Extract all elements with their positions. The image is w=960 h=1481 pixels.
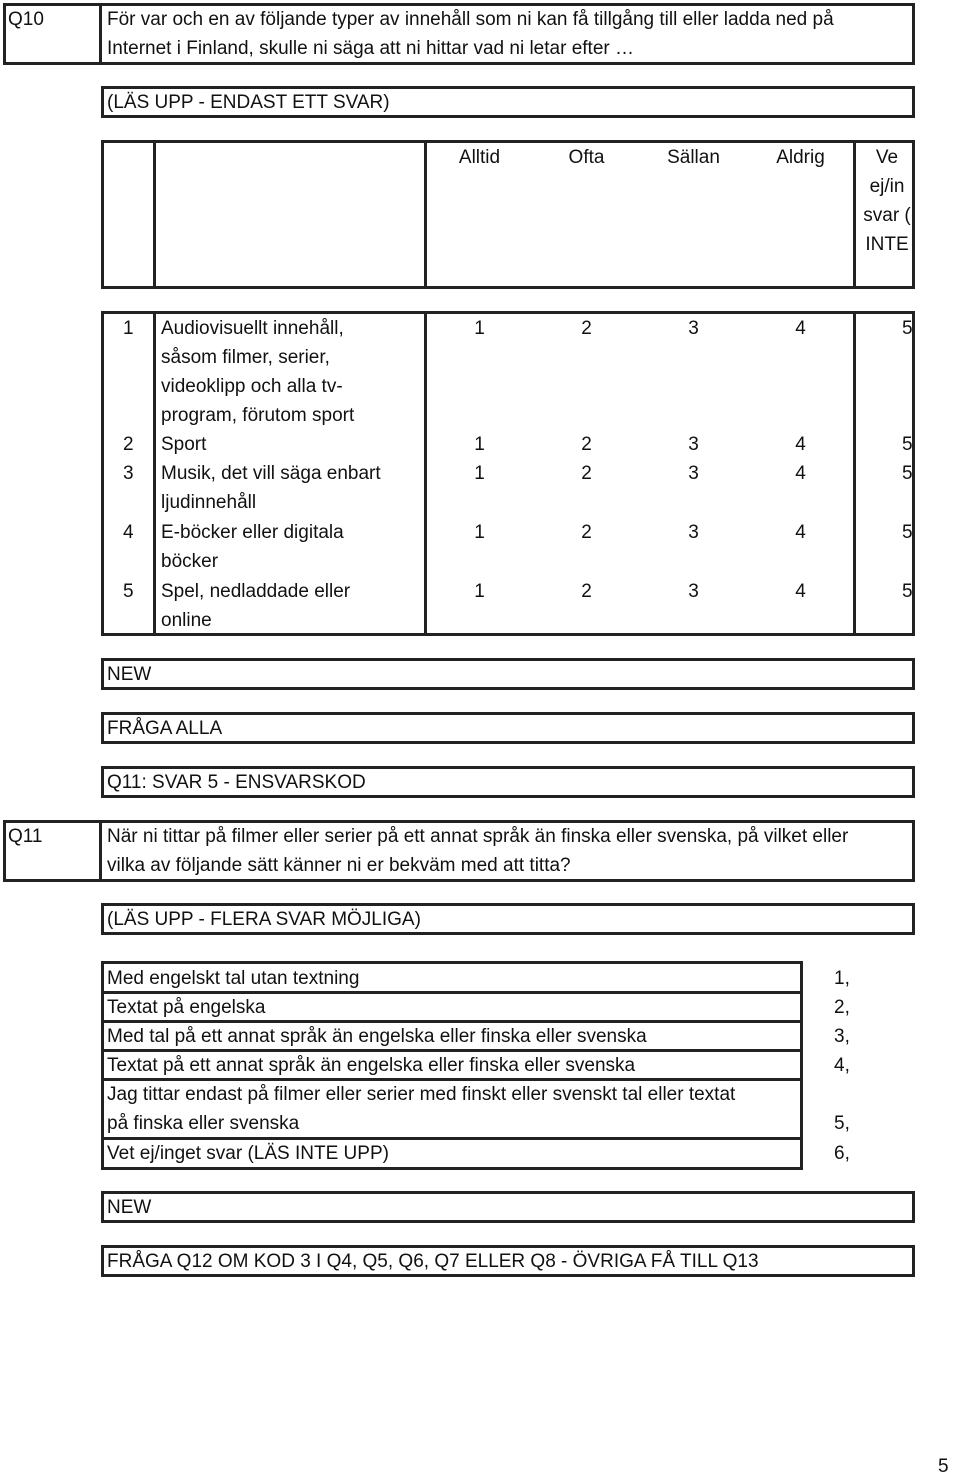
q10-text-line-2: Internet i Finland, skulle ni säga att ni hittar vad ni letar efter … (107, 38, 634, 59)
row-label-line: Musik, det vill säga enbart (161, 463, 381, 484)
code-ofta[interactable]: 2 (581, 463, 592, 484)
row-number: 4 (123, 522, 134, 543)
q11-number: Q11 (8, 826, 43, 847)
code-sallan[interactable]: 3 (688, 463, 699, 484)
option-code[interactable]: 2, (834, 997, 850, 1018)
row-label-line: videoklipp och alla tv- (161, 376, 343, 397)
code-sallan[interactable]: 3 (688, 581, 699, 602)
option-code[interactable]: 1, (834, 968, 850, 989)
grid-body-divider-3 (853, 311, 856, 636)
code-ofta[interactable]: 2 (581, 581, 592, 602)
col5-line-3: svar ( (863, 205, 911, 226)
ask-all-box (101, 712, 915, 744)
code-sallan[interactable]: 3 (688, 434, 699, 455)
option-label: Med tal på ett annat språk än engelska eller finska eller svenska (107, 1026, 647, 1047)
option-label: Textat på engelska (107, 997, 266, 1018)
q10-text-line-1: För var och en av följande typer av innehåll som ni kan få tillgång till eller ladda ned på (107, 9, 834, 30)
row-number: 2 (123, 434, 134, 455)
option-code[interactable]: 4, (834, 1055, 850, 1076)
option-label: Vet ej/inget svar (LÄS INTE UPP) (107, 1143, 389, 1164)
option-label: Jag tittar endast på filmer eller serier med finskt eller svenskt tal eller textat (107, 1084, 736, 1105)
code-alltid[interactable]: 1 (474, 434, 485, 455)
code-vet-ej[interactable]: 5 (902, 522, 913, 543)
row-label-line: Spel, nedladdade eller (161, 581, 351, 602)
grid-body-divider-2 (424, 311, 427, 636)
routing-instruction: FRÅGA Q12 OM KOD 3 I Q4, Q5, Q6, Q7 ELLER Q8 - ÖVRIGA FÅ TILL Q13 (107, 1251, 759, 1272)
column-header-alltid: Alltid (458, 147, 501, 168)
code-alltid[interactable]: 1 (474, 463, 485, 484)
code-ofta[interactable]: 2 (581, 434, 592, 455)
q11-code-note: Q11: SVAR 5 - ENSVARSKOD (107, 772, 366, 793)
code-sallan[interactable]: 3 (688, 318, 699, 339)
row-label-line: program, förutom sport (161, 405, 355, 426)
row-label-line: böcker (161, 551, 219, 572)
option-label: Textat på ett annat språk än engelska eller finska eller svenska (107, 1055, 636, 1076)
row-number: 5 (123, 581, 134, 602)
row-label-line: Sport (161, 434, 207, 455)
row-label-line: E-böcker eller digitala (161, 522, 344, 543)
code-alltid[interactable]: 1 (474, 522, 485, 543)
option-code[interactable]: 3, (834, 1026, 850, 1047)
new-note-1: NEW (107, 664, 152, 685)
option-label: Med engelskt tal utan textning (107, 968, 360, 989)
grid-header-divider-2 (424, 140, 427, 289)
code-alltid[interactable]: 1 (474, 581, 485, 602)
row-number: 1 (123, 318, 134, 339)
q11-instruction: (LÄS UPP - FLERA SVAR MÖJLIGA) (107, 909, 421, 930)
ask-all-note: FRÅGA ALLA (107, 718, 223, 739)
column-header-sallan: Sällan (667, 147, 720, 168)
col5-line-2: ej/in (869, 176, 905, 197)
code-aldrig[interactable]: 4 (795, 434, 806, 455)
col5-line-1: Ve (875, 147, 899, 168)
row-label-line: såsom filmer, serier, (161, 347, 330, 368)
column-header-aldrig: Aldrig (776, 147, 825, 168)
grid-header-divider-1 (153, 140, 156, 289)
q10-number: Q10 (8, 9, 44, 30)
code-aldrig[interactable]: 4 (795, 581, 806, 602)
code-ofta[interactable]: 2 (581, 318, 592, 339)
q11-text-line-1: När ni tittar på filmer eller serier på ett annat språk än finska eller svenska, på vilket eller (107, 826, 849, 847)
code-vet-ej[interactable]: 5 (902, 318, 913, 339)
row-label-line: ljudinnehåll (161, 492, 257, 513)
code-aldrig[interactable]: 4 (795, 463, 806, 484)
row-number: 3 (123, 463, 134, 484)
grid-body-divider-1 (153, 311, 156, 636)
page-number: 5 (938, 1456, 949, 1477)
row-label-line: online (161, 610, 212, 631)
q10-divider (99, 3, 102, 65)
code-ofta[interactable]: 2 (581, 522, 592, 543)
option-label: på finska eller svenska (107, 1113, 300, 1134)
option-code[interactable]: 5, (834, 1113, 850, 1134)
new-note-2: NEW (107, 1197, 152, 1218)
code-aldrig[interactable]: 4 (795, 522, 806, 543)
code-sallan[interactable]: 3 (688, 522, 699, 543)
new-note-box-2 (101, 1191, 915, 1223)
code-aldrig[interactable]: 4 (795, 318, 806, 339)
new-note-box-1 (101, 658, 915, 690)
row-label-line: Audiovisuellt innehåll, (161, 318, 344, 339)
q10-instruction: (LÄS UPP - ENDAST ETT SVAR) (107, 92, 390, 113)
option-code[interactable]: 6, (834, 1143, 850, 1164)
q11-divider (99, 820, 102, 882)
q11-text-line-2: vilka av följande sätt känner ni er bekväm med att titta? (107, 855, 571, 876)
code-vet-ej[interactable]: 5 (902, 581, 913, 602)
code-vet-ej[interactable]: 5 (902, 463, 913, 484)
code-alltid[interactable]: 1 (474, 318, 485, 339)
column-header-vet-ej (856, 143, 910, 263)
code-vet-ej[interactable]: 5 (902, 434, 913, 455)
col5-line-4: INTE (865, 234, 909, 255)
column-header-ofta: Ofta (568, 147, 605, 168)
